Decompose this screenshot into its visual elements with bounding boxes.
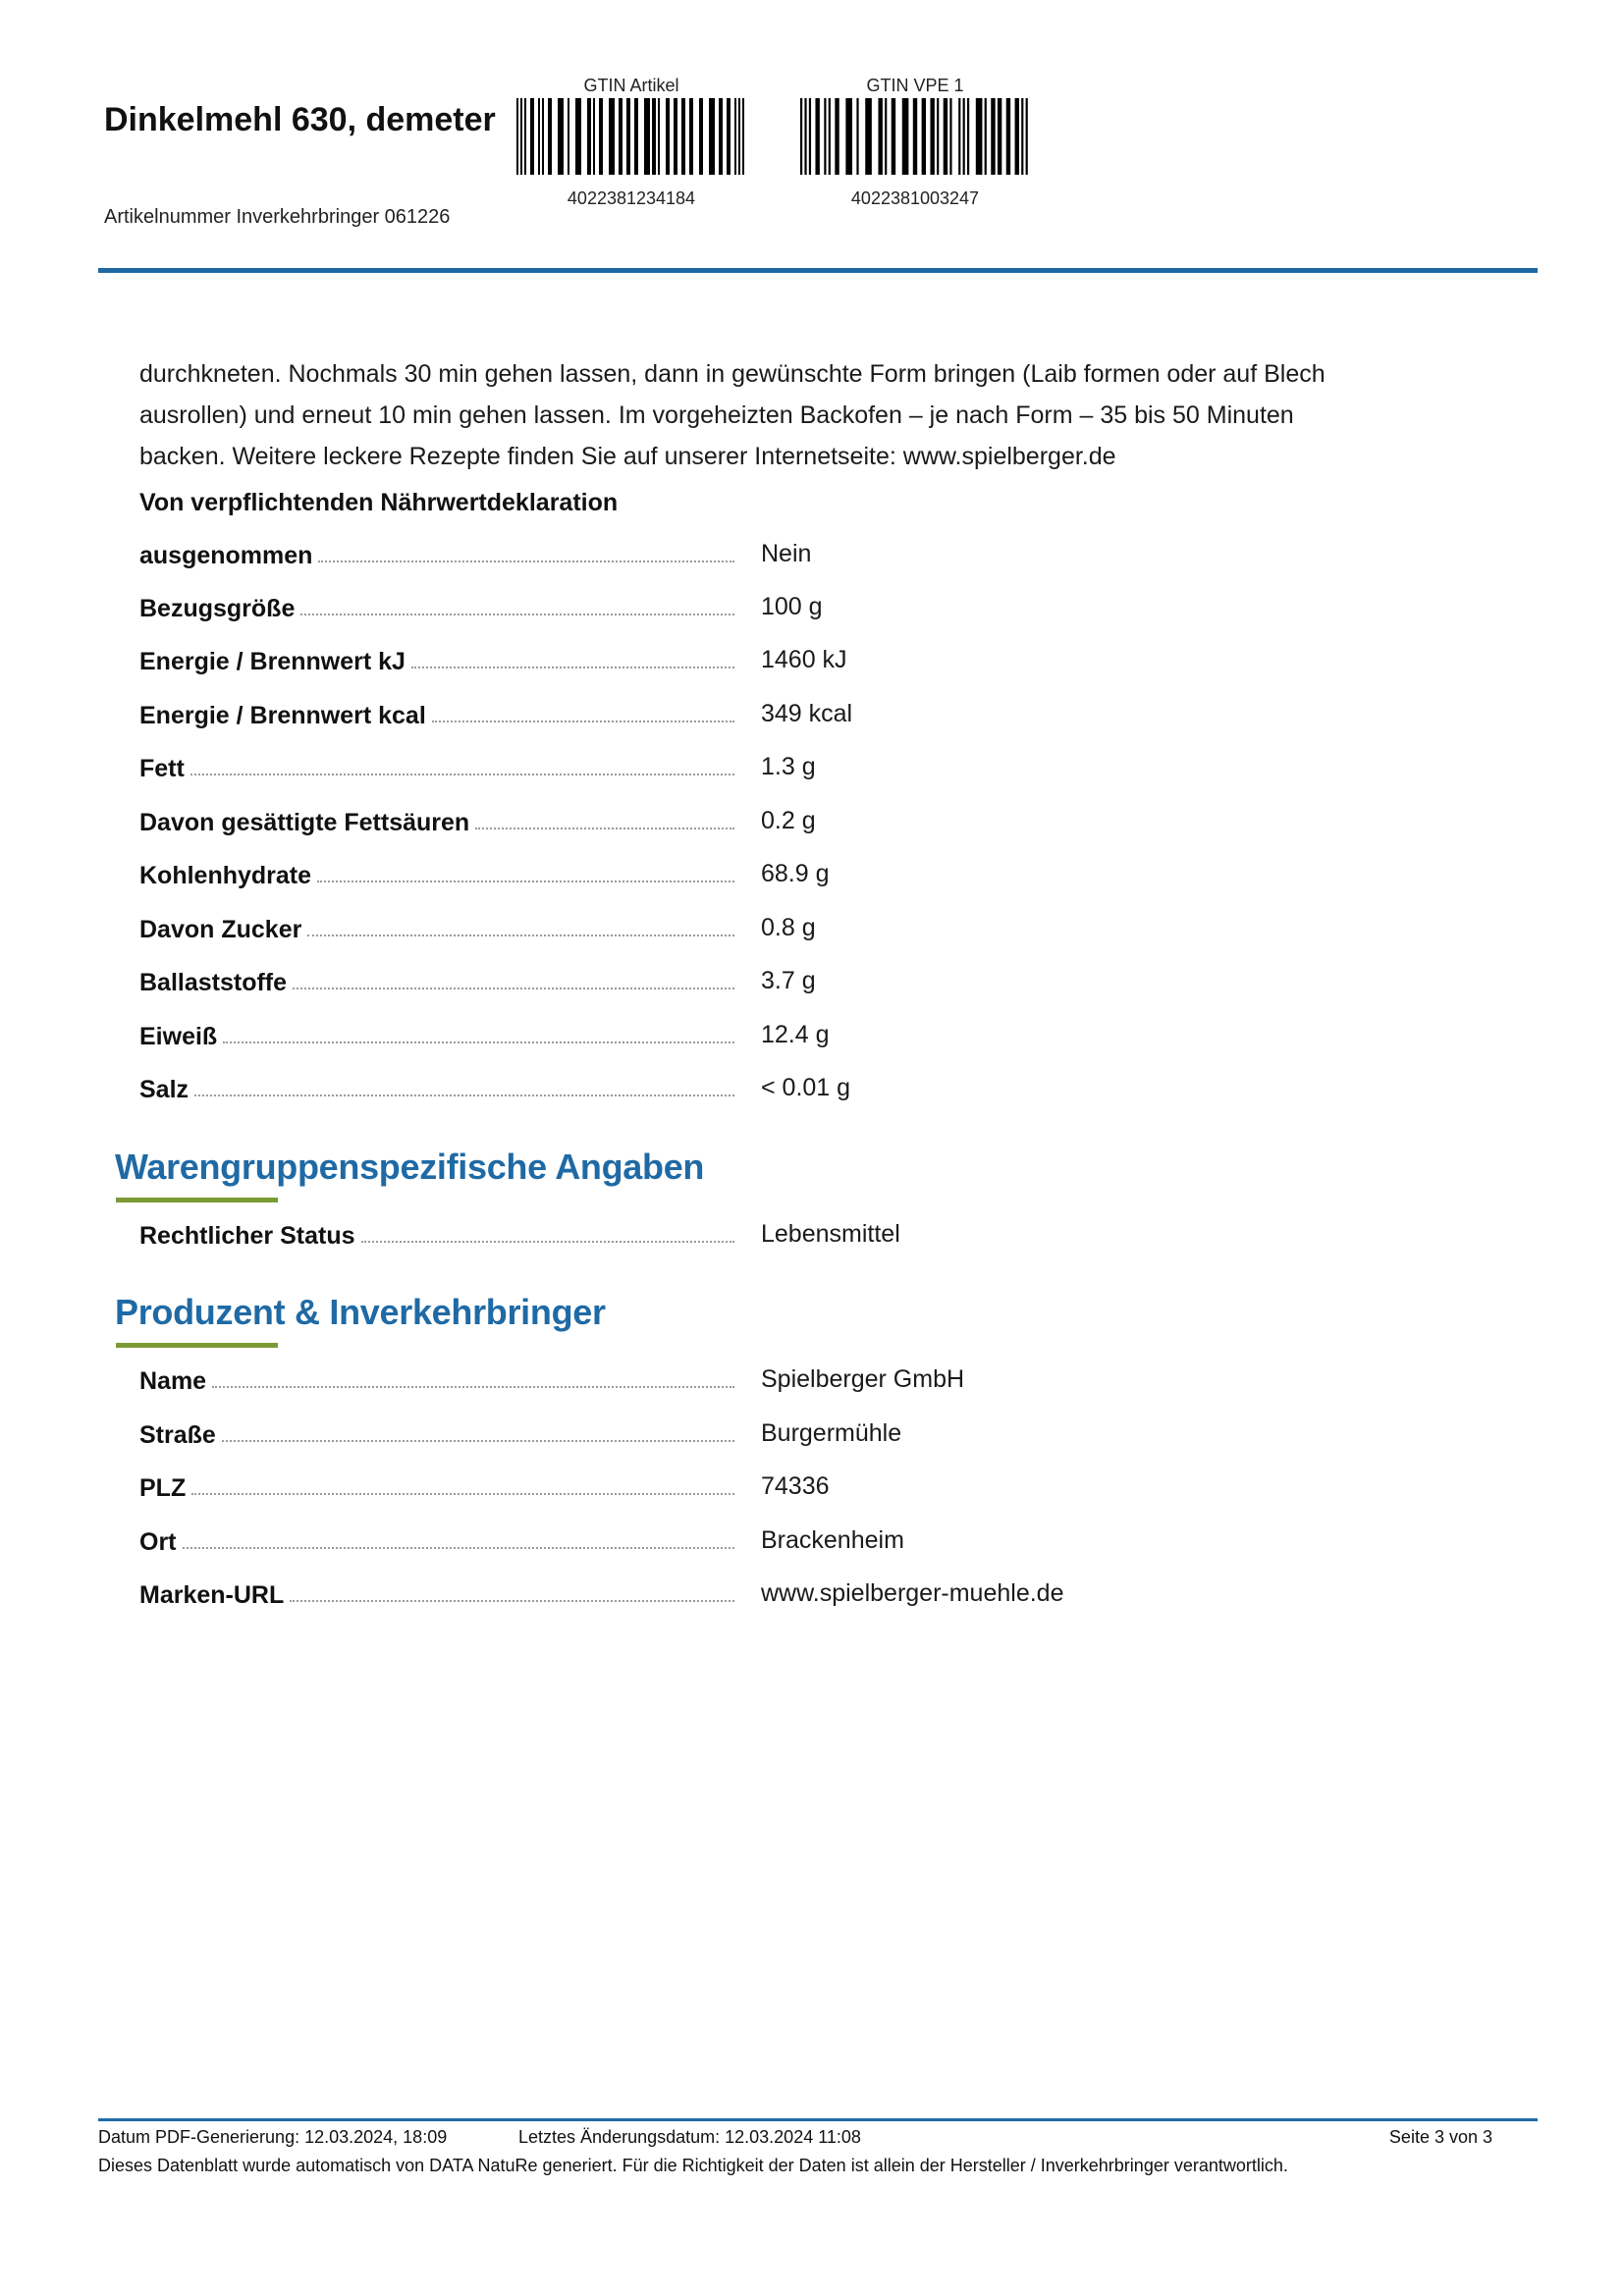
barcode-bar [944, 98, 947, 175]
dot-leader [411, 666, 734, 668]
row-value: 3.7 g [761, 967, 816, 994]
nutrition-row [139, 638, 1023, 677]
barcode-bar [587, 98, 591, 175]
row-label: Name [139, 1365, 212, 1397]
nutrition-row [139, 959, 1023, 998]
recipe-text: durchkneten. Nochmals 30 min gehen lassen, dann in gewünschte Form bringen (Laib formen oder auf Blech ausrollen) und erneut 10 min gehen lassen. Im vorgeheizten Backofen – je nach Form – 35 bis 50 Minuten backen. Weitere leckere Rezepte finden Sie auf unserer Internetseite: www.spielberger.de [139, 360, 1326, 470]
page-number: Seite 3 von 3 [1388, 2127, 1492, 2147]
barcode-gtin-vpe [797, 73, 1033, 209]
dot-leader [307, 934, 734, 936]
dot-leader [190, 773, 734, 775]
info-row [139, 1412, 1023, 1451]
barcode-bar [568, 98, 569, 175]
row-label: Ballaststoffe [139, 967, 293, 998]
barcode-bar [1021, 98, 1023, 175]
row-value: 0.2 g [761, 807, 816, 834]
nutrition-row [139, 1066, 1023, 1105]
row-label: Salz [139, 1074, 194, 1105]
barcode-bar [719, 98, 723, 175]
page-header [0, 0, 1624, 285]
barcode-bar [892, 98, 895, 175]
row-label: Davon Zucker [139, 914, 307, 945]
row-value: Lebensmittel [761, 1220, 900, 1248]
row-label: Energie / Brennwert kcal [139, 700, 432, 731]
product-title: Dinkelmehl 630, demeter [104, 101, 496, 138]
dot-leader [290, 1599, 734, 1602]
barcode-bar [634, 98, 638, 175]
barcode-bar [824, 98, 826, 175]
barcode-bar [902, 98, 909, 175]
section-underline [116, 1343, 278, 1348]
dot-leader [318, 560, 734, 562]
section-underline [116, 1198, 278, 1202]
barcode-bar [937, 98, 939, 175]
row-label: Fett [139, 753, 190, 784]
barcode-bar [599, 98, 603, 175]
row-value: 100 g [761, 593, 823, 620]
header-divider [98, 268, 1538, 273]
row-value: Nein [761, 540, 812, 567]
row-label: Davon gesättigte Fettsäuren [139, 807, 475, 838]
barcode-bar [734, 98, 736, 175]
barcode-bar [865, 98, 872, 175]
row-label: Marken-URL [139, 1579, 290, 1611]
row-label: Eiweiß [139, 1021, 223, 1052]
nutrition-row [139, 692, 1023, 731]
barcode-bar [742, 98, 744, 175]
row-label: Kohlenhydrate [139, 860, 317, 891]
row-value: 12.4 g [761, 1021, 830, 1048]
nutrition-row [139, 585, 1023, 624]
row-label: Straße [139, 1419, 222, 1451]
row-value: 68.9 g [761, 860, 830, 887]
info-row [139, 1572, 1064, 1611]
barcode-bar [885, 98, 887, 175]
dot-leader [361, 1240, 734, 1243]
barcode-bar [548, 98, 552, 175]
barcode-number: 4022381003247 [850, 188, 980, 208]
barcode-bar [689, 98, 693, 175]
barcode-bar [1015, 98, 1019, 175]
generation-date: Datum PDF-Generierung: 12.03.2024, 18:09 [98, 2127, 448, 2147]
row-value: Burgermühle [761, 1419, 902, 1447]
row-value: Spielberger GmbH [761, 1365, 965, 1393]
dot-leader [191, 1492, 734, 1495]
barcode-bar [699, 98, 703, 175]
row-label: Ort [139, 1526, 183, 1558]
barcode-bar [674, 98, 677, 175]
barcode-bar [800, 98, 802, 175]
section-title: Produzent & Inverkehrbringer [115, 1292, 606, 1332]
barcode-bar [652, 98, 656, 175]
barcode-bar [619, 98, 623, 175]
barcode-bar [524, 98, 526, 175]
row-value: 1460 kJ [761, 646, 847, 673]
dot-leader [293, 987, 734, 989]
barcode-bar [542, 98, 544, 175]
info-row [139, 1212, 1023, 1252]
barcode-bar [516, 98, 518, 175]
barcode-caption: GTIN VPE 1 [866, 76, 964, 95]
barcode-bar [963, 98, 965, 175]
barcode-graphic [516, 98, 746, 175]
row-value: 0.8 g [761, 914, 816, 941]
barcode-bar [644, 98, 650, 175]
barcode-bar [681, 98, 685, 175]
footer-divider [98, 2118, 1538, 2121]
row-label: Rechtlicher Status [139, 1220, 361, 1252]
barcode-bar [666, 98, 670, 175]
row-label: Bezugsgröße [139, 593, 300, 624]
barcode-bar [593, 98, 595, 175]
barcode-bar [985, 98, 987, 175]
dot-leader [183, 1546, 735, 1549]
barcode-bar [709, 98, 715, 175]
barcode-bar [998, 98, 1001, 175]
barcode-gtin-artikel [514, 73, 749, 209]
barcode-bar [976, 98, 983, 175]
barcode-bar [845, 98, 852, 175]
barcode-bar [991, 98, 995, 175]
dot-leader [475, 827, 734, 829]
barcode-bar [1026, 98, 1028, 175]
barcode-bar [809, 98, 811, 175]
nutrition-row [139, 852, 1023, 891]
barcode-bar [958, 98, 960, 175]
barcode-bar [538, 98, 540, 175]
footer-disclaimer: Dieses Datenblatt wurde automatisch von DATA NatuRe generiert. Für die Richtigkeit der Daten ist allein der Hersteller / Inverkehrbringer verantwortlich. [98, 2156, 1288, 2175]
barcode-bar [575, 98, 581, 175]
row-value: 1.3 g [761, 753, 816, 780]
row-value: < 0.01 g [761, 1074, 851, 1101]
nutrition-row [139, 906, 1023, 945]
nutrition-row [139, 1013, 1023, 1052]
barcode-bar [520, 98, 522, 175]
barcode-bar [878, 98, 882, 175]
article-number: Artikelnummer Inverkehrbringer 061226 [104, 206, 451, 228]
barcode-bar [829, 98, 831, 175]
row-value: www.spielberger-muehle.de [761, 1579, 1064, 1607]
barcode-bar [804, 98, 806, 175]
dot-leader [223, 1041, 734, 1043]
dot-leader [300, 613, 734, 615]
nutrition-row [139, 532, 1023, 571]
barcode-bar [530, 98, 534, 175]
row-value: 349 kcal [761, 700, 853, 727]
info-row [139, 1465, 1023, 1504]
dot-leader [194, 1094, 734, 1096]
barcode-bar [658, 98, 660, 175]
row-label: Energie / Brennwert kJ [139, 646, 411, 677]
barcode-bar [558, 98, 564, 175]
barcode-bar [922, 98, 926, 175]
row-label: ausgenommen [139, 540, 318, 571]
barcode-bar [949, 98, 951, 175]
barcode-bar [967, 98, 969, 175]
barcode-number: 4022381234184 [567, 188, 696, 208]
barcode-caption: GTIN Artikel [583, 76, 679, 95]
barcode-bar [815, 98, 819, 175]
barcode-bar [727, 98, 731, 175]
nutrition-row [139, 745, 1023, 784]
dot-leader [212, 1385, 734, 1388]
barcode-bar [913, 98, 917, 175]
info-row [139, 1519, 1023, 1558]
barcode-bar [738, 98, 740, 175]
section-title: Warengruppenspezifische Angaben [115, 1147, 705, 1187]
dot-leader [317, 880, 734, 882]
dot-leader [222, 1439, 734, 1442]
nutrition-row [139, 799, 1023, 838]
last-changed-date: Letztes Änderungsdatum: 12.03.2024 11:08 [518, 2127, 861, 2147]
barcode-bar [626, 98, 630, 175]
nutrition-exempt-heading: Von verpflichtenden Nährwertdeklaration [139, 489, 619, 516]
row-label: PLZ [139, 1472, 191, 1504]
dot-leader [432, 720, 734, 722]
barcode-bar [835, 98, 839, 175]
barcode-bar [856, 98, 858, 175]
barcode-bar [1006, 98, 1010, 175]
info-row [139, 1358, 1023, 1397]
barcode-bar [609, 98, 615, 175]
barcode-graphic [800, 98, 1030, 175]
row-value: 74336 [761, 1472, 830, 1500]
row-value: Brackenheim [761, 1526, 904, 1554]
barcode-bar [930, 98, 934, 175]
